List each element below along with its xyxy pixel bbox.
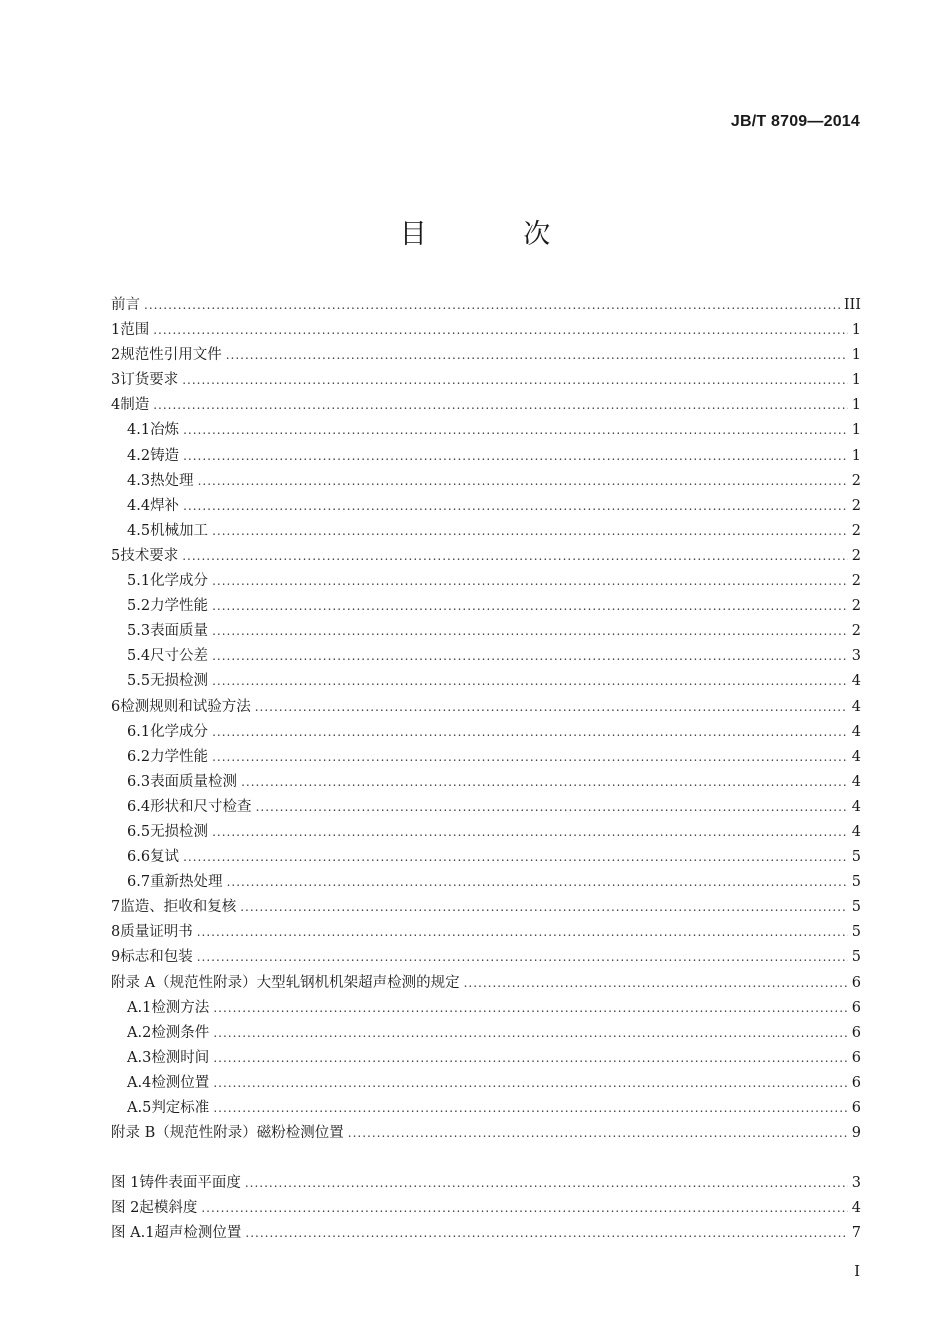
toc-entry[interactable]: [111, 318, 861, 343]
toc-dot-leader: [213, 1021, 847, 1046]
toc-entry-label: 超声检测位置: [154, 1225, 242, 1242]
toc-entry-number: 4: [111, 397, 121, 414]
toc-dot-leader: [464, 971, 848, 996]
toc-dot-leader: [197, 920, 848, 945]
toc-entry-page: 9: [851, 1125, 861, 1142]
toc-dot-leader: [153, 318, 848, 343]
toc-entry-label: 起模斜度: [139, 1200, 198, 1217]
toc-entry-label: 形状和尺寸检查: [150, 798, 252, 815]
footer-page-number: I: [854, 1262, 860, 1280]
toc-dot-leader: [212, 745, 848, 770]
toc-entry-number: A.1: [127, 999, 152, 1016]
toc-entry-page: 4: [851, 698, 861, 715]
toc-entry-number: 5.4: [127, 648, 151, 665]
toc-dot-leader: [213, 1096, 847, 1121]
toc-entry-label: 检测规则和试验方法: [120, 698, 251, 715]
toc-entry[interactable]: [111, 619, 861, 644]
toc-entry-page: 2: [851, 623, 861, 640]
toc-entry[interactable]: [111, 745, 861, 770]
toc-entry[interactable]: [111, 1171, 861, 1196]
toc-entry-number: A.3: [127, 1049, 152, 1066]
toc-dot-leader: [227, 870, 848, 895]
toc-dot-leader: [212, 569, 848, 594]
toc-entry-label: 标志和包装: [120, 949, 193, 966]
toc-entry-label: 质量证明书: [120, 924, 193, 941]
toc-entry-number: 5.5: [127, 673, 151, 690]
toc-entry-label: 检测时间: [151, 1049, 210, 1066]
toc-entry-page: 5: [851, 924, 861, 941]
toc-entry-label: 判定标准: [151, 1100, 210, 1116]
toc-entry[interactable]: [111, 795, 861, 820]
toc-dot-leader: [213, 996, 847, 1021]
toc-dot-leader: [183, 494, 848, 519]
toc-entry-label: 化学成分: [150, 573, 209, 590]
toc-entry-number: 图 1: [111, 1175, 140, 1192]
toc-entry-page: 4: [851, 823, 861, 840]
toc-entry-page: 2: [851, 547, 861, 564]
toc-entry-number: 7: [111, 899, 121, 916]
toc-entry-page: 1: [851, 422, 861, 439]
toc-entry-label: 检测条件: [151, 1024, 210, 1041]
toc-entry[interactable]: [111, 519, 861, 544]
toc-entry-number: 4.2: [127, 447, 151, 464]
toc-entry-number: 4.1: [127, 422, 151, 439]
toc-entry[interactable]: [111, 343, 861, 368]
toc-dot-leader: [201, 1196, 847, 1221]
toc-entry-label: 复试: [150, 849, 180, 866]
toc-entry[interactable]: [111, 1196, 861, 1221]
toc-entry[interactable]: [111, 695, 861, 720]
toc-entry-page: 1: [851, 447, 861, 464]
toc-entry-label: 铸件表面平面度: [139, 1175, 241, 1192]
toc-entry[interactable]: [111, 293, 861, 318]
toc-entry-label: 范围: [120, 322, 150, 339]
toc-entry[interactable]: [111, 820, 861, 845]
toc-entry[interactable]: [111, 1096, 861, 1121]
toc-dot-leader: [255, 695, 848, 720]
toc-dot-leader: [197, 945, 848, 970]
toc-dot-leader: [213, 1046, 847, 1071]
toc-entry-number: 2: [111, 347, 121, 364]
toc-entry[interactable]: [111, 644, 861, 669]
toc-dot-leader: [144, 293, 840, 318]
toc-dot-leader: [256, 795, 848, 820]
page-title: 目 次: [399, 219, 595, 250]
toc-entry[interactable]: [111, 870, 861, 895]
toc-dot-leader: [183, 444, 848, 469]
toc-entry-page: 4: [851, 723, 861, 740]
toc-entry-page: 1: [851, 347, 861, 364]
toc-entry-number: 4.4: [127, 497, 151, 514]
toc-entry-number: 5.1: [127, 573, 151, 590]
toc-entry-page: 4: [851, 673, 861, 690]
toc-entry-page: 4: [851, 773, 861, 790]
toc-entry-label: 订货要求: [120, 372, 179, 389]
toc-entry[interactable]: [111, 1221, 861, 1246]
toc-entry-number: 4.5: [127, 522, 151, 539]
toc-entry-page: 3: [851, 1175, 861, 1192]
toc-entry-number: 9: [111, 949, 121, 966]
toc-dot-leader: [212, 594, 848, 619]
toc-entry[interactable]: [111, 770, 861, 795]
toc-dot-leader: [182, 368, 848, 393]
toc-entry[interactable]: [111, 895, 861, 920]
toc-entry-number: 6.4: [127, 798, 151, 815]
toc-entry-label: 焊补: [150, 497, 180, 514]
standard-code: JB/T 8709—2014: [730, 113, 860, 130]
toc-entry-label: 技术要求: [120, 547, 179, 564]
toc-entry-number: 8: [111, 924, 121, 941]
toc-entry-page: 4: [851, 798, 861, 815]
toc-entry[interactable]: [111, 494, 861, 519]
toc-entry-page: 5: [851, 849, 861, 866]
toc-entry-number: 图 2: [111, 1200, 140, 1217]
toc-entry-label: 附录 A（规范性附录）大型轧钢机机架超声检测的规定: [111, 974, 460, 991]
toc-entry-page: 2: [851, 573, 861, 590]
toc-entry-number: 6.1: [127, 723, 151, 740]
toc-entry-label: 附录 B（规范性附录）磁粉检测位置: [111, 1125, 344, 1142]
toc-entry-number: 5.2: [127, 598, 151, 615]
toc-dot-leader: [183, 845, 848, 870]
toc-dot-leader: [240, 895, 848, 920]
toc-entry-page: III: [843, 297, 861, 313]
toc-entry-label: 冶炼: [150, 422, 180, 439]
toc-entry-number: 6.2: [127, 748, 151, 765]
toc-entry[interactable]: [111, 569, 861, 594]
toc-dot-leader: [241, 770, 848, 795]
toc-entry-label: 铸造: [150, 447, 180, 464]
toc-entry-page: 2: [851, 472, 861, 489]
toc-entry-number: 6.6: [127, 849, 151, 866]
toc-entry-label: 规范性引用文件: [120, 347, 222, 364]
toc-entry-number: A.4: [127, 1074, 152, 1091]
toc-entry-page: 6: [851, 974, 861, 991]
toc-dot-leader: [213, 1071, 847, 1096]
toc-dot-leader: [198, 469, 848, 494]
toc-entry-page: 1: [851, 322, 861, 339]
toc-entry-label: 检测方法: [151, 999, 210, 1016]
toc-entry-number: 图 A.1: [111, 1225, 155, 1242]
toc-entry-number: A.5: [127, 1100, 152, 1116]
toc-entry[interactable]: [111, 669, 861, 694]
toc-entry-label: 监造、拒收和复核: [120, 899, 237, 916]
toc-entry-label: 检测位置: [151, 1074, 210, 1091]
toc-entry-page: 3: [851, 648, 861, 665]
toc-entry-page: 2: [851, 497, 861, 514]
toc-entry-label: 无损检测: [150, 823, 209, 840]
toc-entry-number: 3: [111, 372, 121, 389]
toc-entry-label: 尺寸公差: [150, 648, 209, 665]
toc-entry-number: 6: [111, 698, 121, 715]
toc-dot-leader: [226, 343, 848, 368]
toc-entry-number: 6.7: [127, 874, 151, 891]
toc-entry-label: 化学成分: [150, 723, 209, 740]
toc-dot-leader: [245, 1171, 848, 1196]
toc-entry[interactable]: [111, 845, 861, 870]
toc-dot-leader: [212, 619, 848, 644]
toc-entry-page: 6: [851, 1074, 861, 1091]
toc-dot-leader: [212, 519, 848, 544]
toc-entry-page: 6: [851, 999, 861, 1016]
toc-entry-label: 表面质量: [150, 623, 209, 640]
toc-entry-page: 6: [851, 1049, 861, 1066]
toc-entry-page: 2: [851, 522, 861, 539]
toc-entry-label: 无损检测: [150, 673, 209, 690]
toc-entry-page: 7: [851, 1225, 861, 1242]
toc-entry-page: 5: [851, 899, 861, 916]
toc-entry-page: 6: [851, 1024, 861, 1041]
toc-entry-page: 1: [851, 397, 861, 414]
toc-entry-page: 5: [851, 949, 861, 966]
toc-entry-label: 表面质量检测: [150, 773, 238, 790]
toc-entry-label: 前言: [111, 297, 140, 313]
toc-entry-number: A.2: [127, 1024, 152, 1041]
toc-entry[interactable]: [111, 1021, 861, 1046]
toc-entry-number: 6.3: [127, 773, 151, 790]
toc-entry-page: 4: [851, 748, 861, 765]
toc-dot-leader: [245, 1221, 847, 1246]
toc-entry-page: 2: [851, 598, 861, 615]
toc-dot-leader: [212, 720, 848, 745]
toc-entry-number: 4.3: [127, 472, 151, 489]
toc-entry[interactable]: [111, 996, 861, 1021]
toc-dot-leader: [212, 820, 848, 845]
toc-entry[interactable]: [111, 544, 861, 569]
toc-entry[interactable]: [111, 594, 861, 619]
toc-entry[interactable]: [111, 393, 861, 418]
toc-entry-label: 重新热处理: [150, 874, 223, 891]
toc-entry-page: 4: [851, 1200, 861, 1217]
toc-dot-leader: [348, 1121, 848, 1146]
toc-entry[interactable]: [111, 720, 861, 745]
toc-entry[interactable]: [111, 368, 861, 393]
toc-entry[interactable]: [111, 469, 861, 494]
toc-entry[interactable]: [111, 1046, 861, 1071]
toc-entry[interactable]: [111, 920, 861, 945]
toc-dot-leader: [182, 544, 848, 569]
toc-dot-leader: [153, 393, 848, 418]
toc-dot-leader: [183, 418, 848, 443]
table-of-contents: [111, 293, 861, 1246]
toc-entry-page: 5: [851, 874, 861, 891]
toc-entry-number: 5: [111, 547, 121, 564]
toc-entry[interactable]: [111, 971, 861, 996]
toc-entry[interactable]: [111, 1071, 861, 1096]
toc-entry[interactable]: [111, 418, 861, 443]
toc-entry[interactable]: [111, 945, 861, 970]
toc-entry[interactable]: [111, 444, 861, 469]
toc-entry-number: 1: [111, 322, 121, 339]
toc-entry-label: 热处理: [150, 472, 194, 489]
toc-entry-label: 力学性能: [150, 598, 209, 615]
toc-entry-page: 6: [851, 1100, 861, 1116]
toc-entry-page: 1: [851, 372, 861, 389]
toc-entry-label: 机械加工: [150, 522, 209, 539]
toc-entry-label: 制造: [120, 397, 150, 414]
toc-entry[interactable]: [111, 1121, 861, 1146]
toc-dot-leader: [212, 669, 848, 694]
toc-entry-number: 6.5: [127, 823, 151, 840]
toc-entry-label: 力学性能: [150, 748, 209, 765]
toc-entry-number: 5.3: [127, 623, 151, 640]
toc-dot-leader: [212, 644, 848, 669]
